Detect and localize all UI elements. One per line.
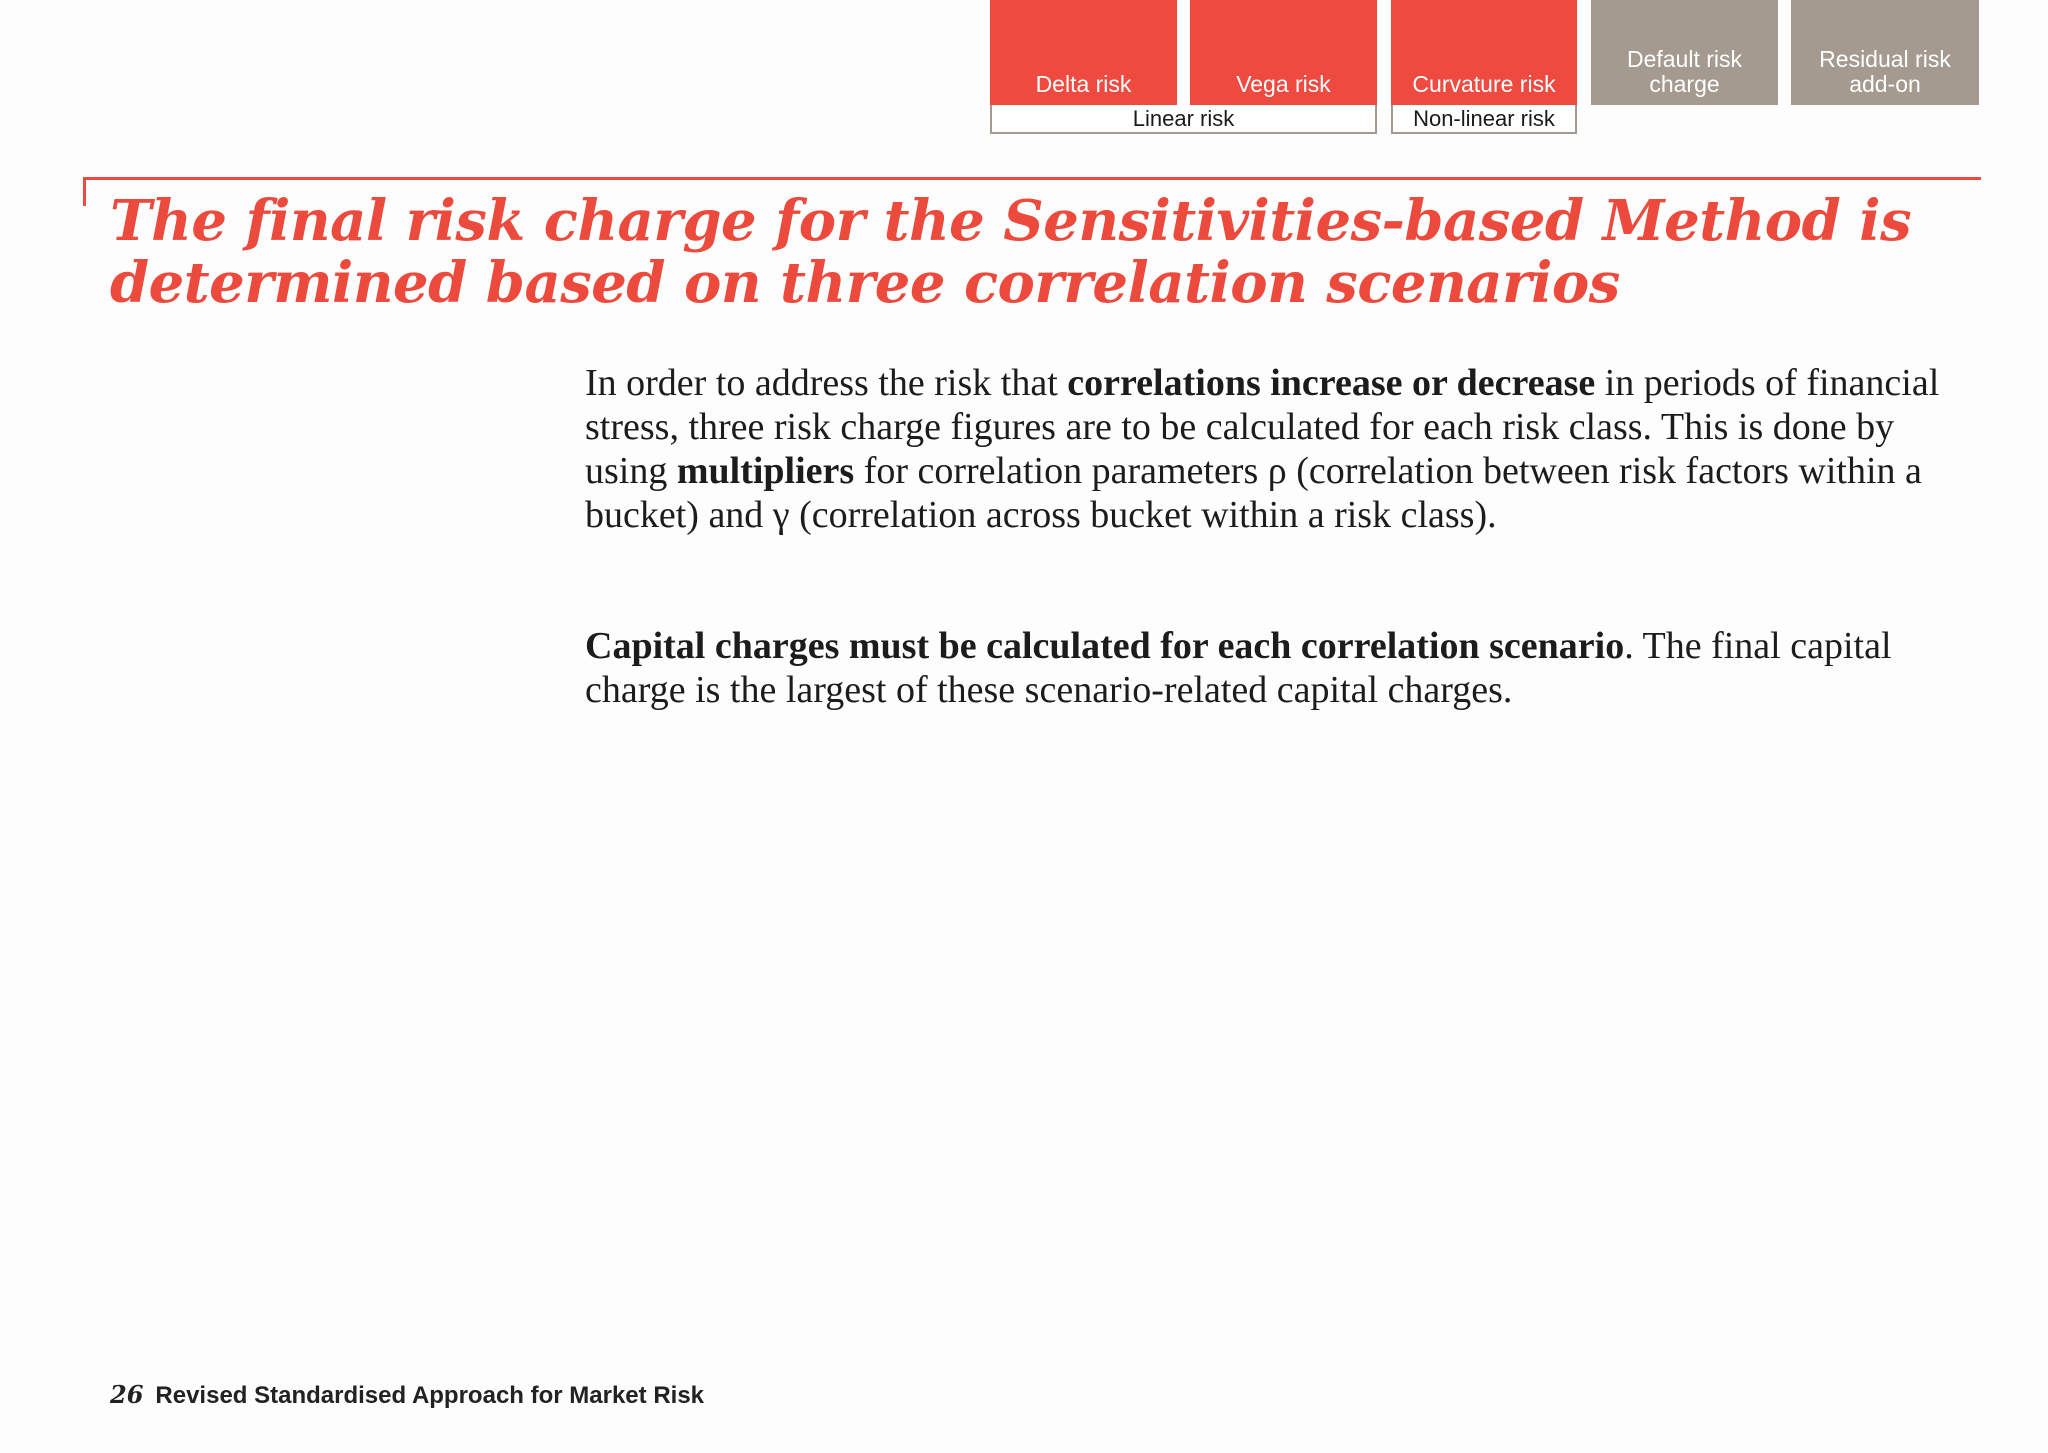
tab-delta-risk-label: Delta risk: [1035, 71, 1132, 97]
para2-bold-1: Capital charges must be calculated for each correlation scenario: [585, 625, 1625, 667]
tab-curvature-risk-label: Curvature risk: [1412, 71, 1556, 97]
tab-curvature-risk: [1391, 0, 1577, 105]
para1-text-1: In order to address the risk that: [585, 362, 1068, 404]
tab-default-risk-charge: [1591, 0, 1778, 105]
group-linear-risk-label: Linear risk: [1132, 106, 1235, 131]
tab-default-line2: charge: [1649, 71, 1720, 97]
page-title-line2: determined based on three correlation scenarios: [110, 250, 1620, 316]
tab-residual-line1: Residual risk: [1819, 46, 1951, 72]
tab-vega-risk: [1190, 0, 1377, 105]
tab-default-line1: Default risk: [1626, 46, 1743, 72]
tab-vega-risk-label: Vega risk: [1236, 71, 1331, 97]
group-nonlinear-risk: [1391, 105, 1577, 134]
para2-text-1: . The final capital charge is the largest of these scenario-related capital charges.: [585, 625, 1892, 711]
group-linear-risk: [990, 105, 1377, 134]
heading-rule: [83, 177, 1981, 180]
tab-delta-risk: [990, 0, 1177, 105]
page-footer: [110, 1380, 704, 1410]
para1-bold-1: correlations increase or decrease: [1067, 362, 1596, 404]
paragraph-capital-charges: [585, 624, 1975, 712]
document-title: Revised Standardised Approach for Market Risk: [155, 1382, 705, 1409]
paragraph-correlation-multipliers: [585, 361, 1975, 537]
group-nonlinear-risk-label: Non-linear risk: [1413, 106, 1555, 131]
para1-bold-2: multipliers: [676, 450, 855, 492]
tab-residual-risk-label: [1819, 47, 1951, 97]
page-title-line1: The final risk charge for the Sensitivities-based Method is: [110, 188, 1912, 254]
page-number: 26: [110, 1380, 144, 1409]
para1-text-2: in periods of financial stress, three risk charge figures are to be calculated for each risk class. This is done by using: [585, 362, 1940, 492]
tab-default-risk-charge-label: [1627, 47, 1742, 97]
tab-residual-risk-add-on: [1791, 0, 1979, 105]
tab-residual-line2: add-on: [1849, 71, 1921, 97]
para1-text-3: for correlation parameters ρ (correlation between risk factors within a bucket) and γ (correlation across bucket within a risk class).: [585, 450, 1922, 536]
heading-rule-corner: [83, 177, 86, 206]
page-title: [110, 190, 1970, 314]
